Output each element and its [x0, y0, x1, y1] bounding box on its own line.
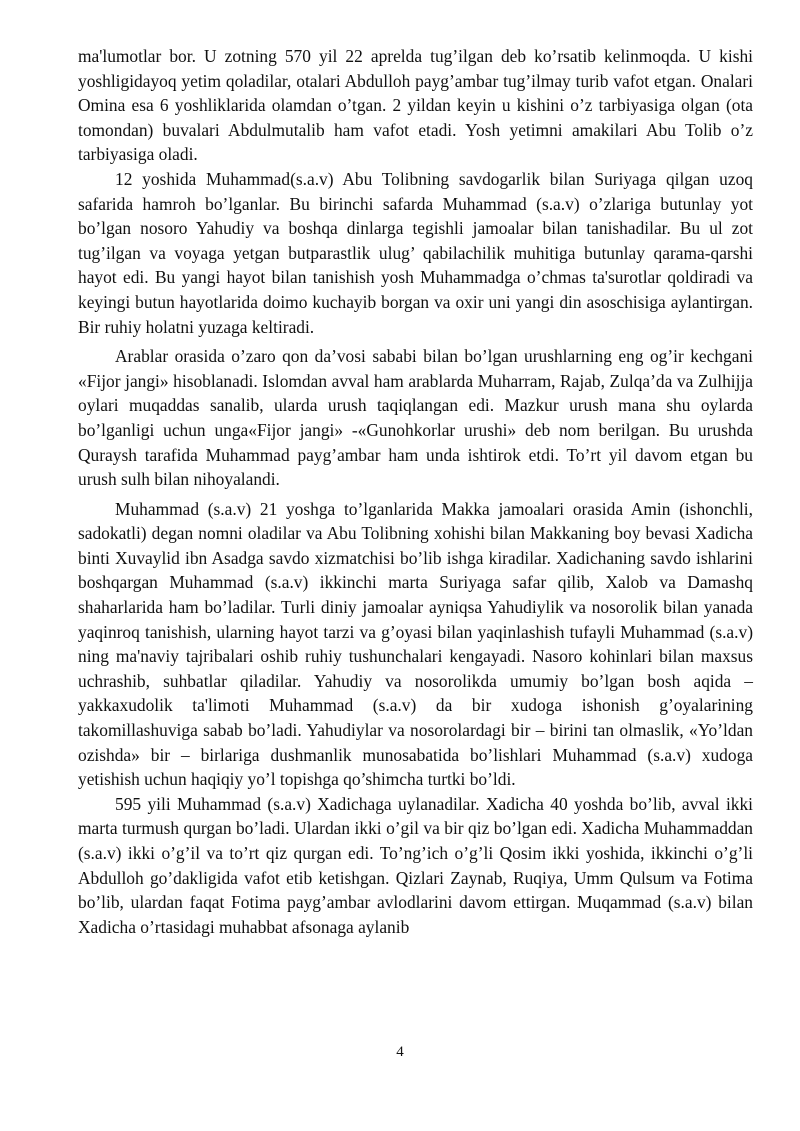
paragraph-4: Muhammad (s.a.v) 21 yoshga to’lganlarida Makka jamoalari orasida Amin (ishonchli, sadokatli) degan nomni oladilar va Abu Tolibning xohishi bilan Makkaning boy bevasi Xadicha binti Xuvaylid ibn Asadga savdo xizmatchisi bo’lib ishga kiradilar. Xadichaning savdo ishlarini boshqargan Muhammad (s.a.v) ikkinchi marta Suriyaga safar qilib, Xalob va Damashq shaharlarida ham bo’ladilar. Turli diniy jamoalar ayniqsa Yahudiylik va nosorolik bilan yanada yaqinroq tanishish, ularning hayot tarzi va g’oyasi bilan yaqinlashish tufayli Muhammad (s.a.v) ning ma'naviy tajribalari oshib ruhiy tushunchalari kengayadi. Nasoro kohinlari bilan maxsus uchrashib, suhbatlar qiladilar. Yahudiy va nosorolikda umumiy bo’lgan bosh aqida – yakkaxudolik ta'limoti Muhammad (s.a.v) da bir xudoga ishonish g’oyalarining takomillashuviga sabab bo’ladi. Yahudiylar va nosorolardagi bir – birini tan olmaslik, «Yo’ldan ozishda» bir – birlariga dushmanlik munosabatida bo’lishlari Muhammad (s.a.v) xudoga yetishish uchun haqiqiy yo’l topishga qo’shimcha turtki bo’ldi.	[78, 498, 753, 790]
paragraph-1: ma'lumotlar bor. U zotning 570 yil 22 aprelda tug’ilgan deb ko’rsatib kelinmoqda. U kishi yoshligidayoq yetim qoladilar, otalari Abdulloh payg’ambar tug’ilmay turib vafot etgan. Onalari Omina esa 6 yoshliklarida olamdan o’tgan. 2 yildan keyin u kishini o’z tarbiyasiga olgan (ota tomondan) buvalari Abdulmutalib ham vafot etadi. Yosh yetimni amakilari Abu Tolib o’z tarbiyasiga oladi.	[78, 46, 753, 165]
paragraph-2: 12 yoshida Muhammad(s.a.v) Abu Tolibning savdogarlik bilan Suriyaga qilgan uzoq safarida hamroh bo’lganlar. Bu birinchi safarda Muhammad (s.a.v) o’zlariga butunlay yot bo’lgan nosoro Yahudiy va boshqa dinlarga tegishli jamoalar bilan tanishadilar. Bu ul zot tug’ilgan va voyaga yetgan butparastlik ulug’ qabilachilik muhitiga butunlay qarama-qarshi hayot edi. Bu yangi hayot bilan tanishish yosh Muhammadga o’chmas ta'surotlar qoldiradi va keyingi butun hayotlarida doimo kuchayib borgan va oxir uni yangi din asoschisiga aylantirgan. Bir ruhiy holatni yuzaga keltiradi.	[78, 168, 753, 337]
document-page	[78, 44, 753, 939]
page-number: 4	[396, 1044, 404, 1060]
paragraph-5: 595 yili Muhammad (s.a.v) Xadichaga uylanadilar. Xadicha 40 yoshda bo’lib, avval ikki marta turmush qurgan bo’ladi. Ulardan ikki o’gil va bir qiz bo’lgan edi. Xadicha Muhammaddan (s.a.v) ikki o’g’il va to’rt qiz qurgan edi. To’ng’ich o’g’li Qosim ikki yoshida, ikkinchi o’g’li Abdulloh go’dakligida vafot etib ketishgan. Qizlari Zaynab, Ruqiya, Umm Qulsum va Fotima bo’lib, ulardan faqat Fotima payg’ambar avlodlarini davom ettirgan. Muqammad (s.a.v) bilan Xadicha o’rtasidagi muhabbat afsonaga aylanib	[78, 793, 753, 937]
paragraph-3: Arablar orasida o’zaro qon da’vosi sababi bilan bo’lgan urushlarning eng og’ir kechgani «Fijor jangi» hisoblanadi. Islomdan avval ham arablarda Muharram, Rajab, Zulqa’da va Zulhijja oylari muqaddas sanalib, ularda urush taqiqlangan edi. Mazkur urush mana shu oylarda bo’lganligi uchun unga«Fijor jangi» -«Gunohkorlar urushi» deb nom berilgan. Bu urushda Quraysh tarafida Muhammad payg’ambar ham unda ishtirok etdi. To’rt yil davom etgan bu urush sulh bilan nihoyalandi.	[78, 346, 753, 490]
